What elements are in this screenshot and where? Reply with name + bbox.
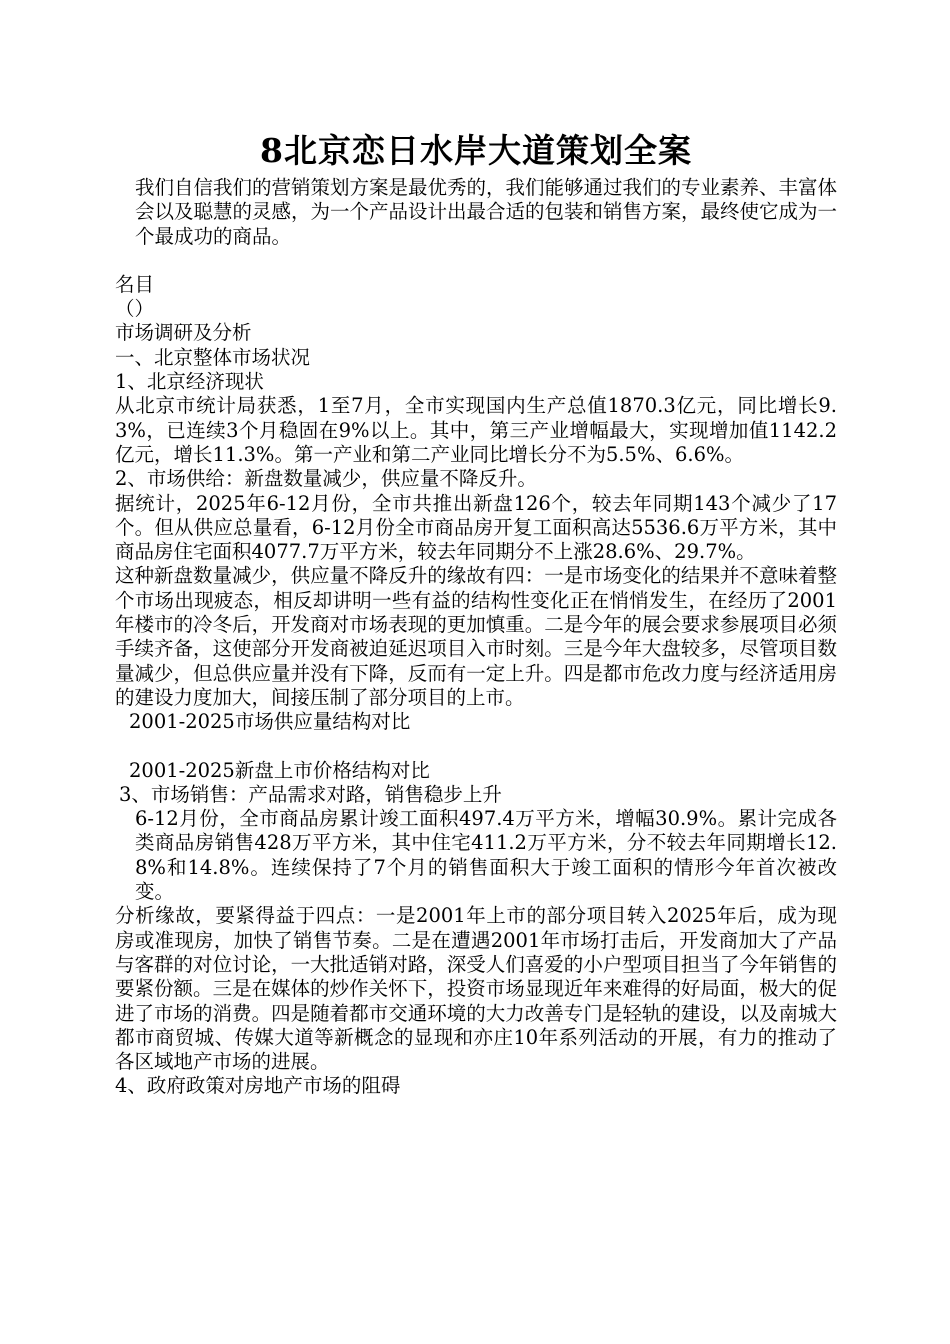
paragraph-supply-stats: 据统计，2025年6-12月份，全市共推出新盘126个，较去年同期143个减少了17个。但从供应总量看，6-12月份全市商品房开复工面积高达5536.6万平方米，其中商品房住宅面积4077.7万平方米，较去年同期分不上涨28.6%、29.7%。: [115, 491, 837, 564]
blank-line: [115, 735, 837, 759]
chart-caption-price: 2001-2025新盘上市价格结构对比: [129, 758, 430, 782]
heading-economy: 1、北京经济现状: [115, 370, 264, 394]
toc-label: 名目: [115, 272, 155, 296]
document-page: [115, 128, 837, 1099]
heading-supply: 2、市场供给：新盘数量减少，供应量不降反升。: [115, 467, 537, 491]
paragraph-supply-reasons: 这种新盘数量减少，供应量不降反升的缘故有四：一是市场变化的结果并不意味着整个市场出现疲态，相反却讲明一些有益的结构性变化正在悄悄发生，在经历了2001年楼市的冷冬后，开发商对市场表现的更加慎重。二是今年的展会要求参展项目必须手续齐备，这使部分开发商被迫延迟项目入市时刻。三是今年大盘较多，尽管项目数量减少，但总供应量并没有下降，反而有一定上升。四是都市危改力度与经济适用房的建设力度加大，间接压制了部分项目的上市。: [115, 564, 837, 709]
blank-line: [115, 249, 837, 273]
document-title: 8北京恋日水岸大道策划全案: [260, 131, 692, 170]
heading-sales: 3、市场销售：产品需求对路，销售稳步上升: [119, 782, 502, 806]
paragraph-sales-reasons: 分析缘故，要紧得益于四点：一是2001年上市的部分项目转入2025年后，成为现房或准现房，加快了销售节奏。二是在遭遇2001年市场打击后，开发商加大了产品与客群的对位讨论，一大批适销对路，深受人们喜爱的小户型项目担当了今年销售的要紧份额。三是在媒体的炒作关怀下，投资市场显现近年来难得的好局面，极大的促进了市场的消费。四是随着都市交通环境的大力改善专门是轻轨的建设，以及南城大都市商贸城、传媒大道等新概念的显现和亦庄10年系列活动的开展，有力的推动了各区域地产市场的进展。: [115, 904, 837, 1074]
intro-paragraph: 我们自信我们的营销策划方案是最优秀的，我们能够通过我们的专业素养、丰富体会以及聪慧的灵感，为一个产品设计出最合适的包装和销售方案，最终使它成为一个最成功的商品。: [135, 176, 838, 248]
subsection-heading-1: 一、北京整体市场状况: [115, 345, 311, 369]
paragraph-economy: 从北京市统计局获悉，1至7月，全市实现国内生产总值1870.3亿元，同比增长9.3%，已连续3个月稳固在9%以上。其中，第三产业增幅最大，实现增加值1142.2亿元，增长11.3%。第一产业和第二产业同比增长分不为5.5%、6.6%。: [115, 394, 837, 466]
section-heading-market: 市场调研及分析: [115, 321, 252, 345]
heading-policy: 4、政府政策对房地产市场的阻碍: [115, 1074, 401, 1098]
toc-parens: （）: [115, 297, 155, 321]
chart-caption-supply: 2001-2025市场供应量结构对比: [129, 710, 411, 734]
paragraph-sales-stats: 6-12月份，全市商品房累计竣工面积497.4万平方米，增幅30.9%。累计完成各类商品房销售428万平方米，其中住宅411.2万平方米，分不较去年同期增长12.8%和14.8%。连续保持了7个月的销售面积大于竣工面积的情形今年首次被改变。: [135, 807, 837, 904]
